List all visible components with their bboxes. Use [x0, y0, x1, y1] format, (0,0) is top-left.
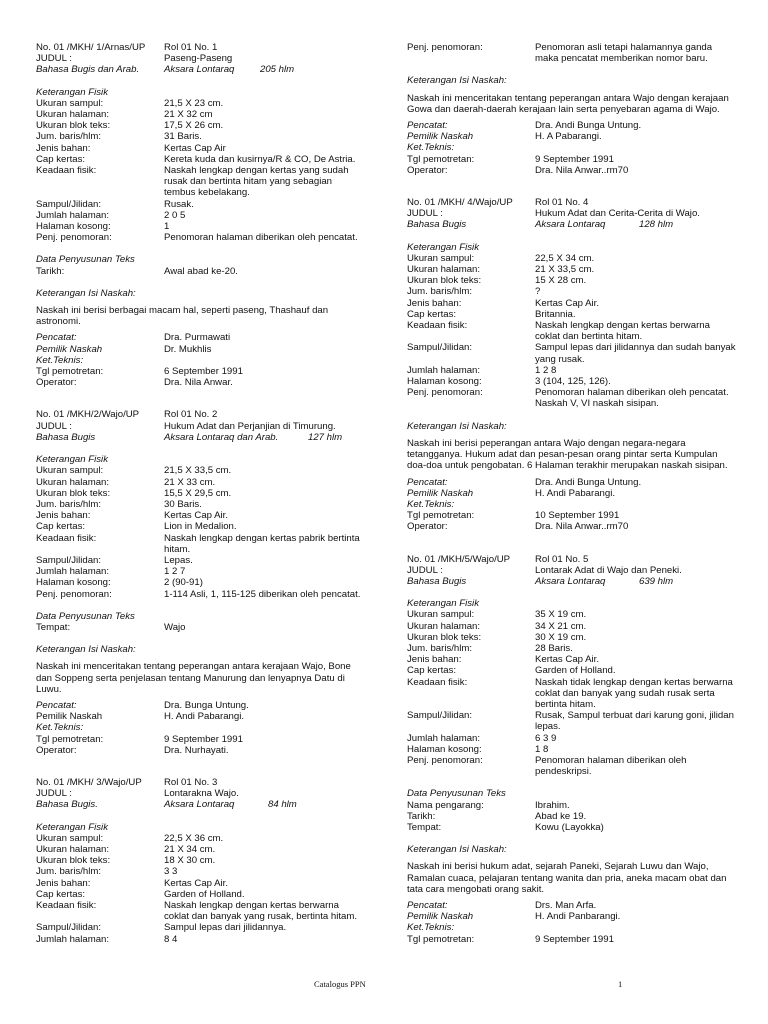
field-value: 1 2 7: [164, 566, 186, 578]
field-label: Keadaan fisik:: [407, 676, 468, 688]
entry-id: No. 01 /MKH/ 4/Wajo/UP: [407, 197, 513, 209]
field-row: [36, 120, 366, 131]
field-label: Ukuran blok teks:: [36, 855, 111, 867]
field-row: [36, 844, 366, 855]
field-label: Ukuran blok teks:: [407, 275, 482, 287]
field-label: Ukuran halaman:: [36, 109, 110, 121]
field-value: 31 Baris.: [164, 131, 202, 143]
right-column: [407, 42, 737, 966]
entry-pages: 639 hlm: [639, 575, 674, 587]
pemilik-label: Pemilik Naskah: [407, 911, 474, 923]
field-label: Keadaan fisik:: [36, 532, 97, 544]
field-label: Ukuran halaman:: [36, 476, 110, 488]
section-isi: Keterangan Isi Naskah:: [407, 75, 507, 87]
entry-rol: Rol 01 No. 3: [164, 776, 218, 788]
field-value: 30 Baris.: [164, 498, 202, 510]
field-row: [36, 165, 366, 199]
field-label: Ukuran sampul:: [36, 97, 104, 109]
entry-id: No. 01 /MKH/5/Wajo/UP: [407, 553, 511, 565]
field-value: Abad ke 19.: [535, 810, 587, 822]
field-row: [36, 589, 366, 600]
field-row: [36, 889, 366, 900]
entry-title: Hukum Adat dan Perjanjian di Timurung.: [164, 420, 336, 432]
operator-label: Operator:: [36, 377, 77, 389]
field-label: Ukuran sampul:: [36, 832, 104, 844]
field-row: [407, 811, 737, 822]
field-row: [407, 298, 737, 309]
section-fisik: Keterangan Fisik: [407, 598, 479, 610]
catalog-entry-4: [407, 197, 737, 532]
penomoran-label: Penj. penomoran:: [407, 42, 483, 53]
field-label: Tempat:: [407, 821, 442, 833]
entry-rol: Rol 01 No. 5: [535, 553, 589, 565]
field-row: [407, 253, 737, 264]
field-label: Jum. baris/hlm:: [36, 131, 102, 143]
field-value: Britannia.: [535, 308, 576, 320]
operator-value: Dra. Nila Anwar..rm70: [535, 521, 629, 533]
field-value: Kertas Cap Air.: [535, 297, 599, 309]
field-value: Penomoran halaman diberikan oleh pencatat.: [164, 232, 358, 244]
pencatat-value: Drs. Man Arfa.: [535, 900, 597, 911]
field-label: Cap kertas:: [36, 888, 86, 900]
pemilik-label: Pemilik Naskah: [36, 711, 103, 723]
section-fisik: Keterangan Fisik: [407, 241, 479, 253]
field-value: Kertas Cap Air.: [164, 877, 228, 889]
field-row: [36, 210, 366, 221]
entry-title: Lontarak Adat di Wajo dan Peneki.: [535, 564, 682, 576]
fisik-list: [36, 833, 366, 945]
field-value: Wajo: [164, 621, 186, 633]
isi-text: Naskah ini menceritakan tentang peperangan antara Wajo dengan kerajaan Gowa dan daerah-daerah kerajaan lain serta penyebaran agama di Wajo.: [407, 92, 729, 115]
pencatat-value: Dra. Purmawati: [164, 332, 231, 344]
field-label: Tarikh:: [407, 810, 436, 822]
field-row: [407, 677, 737, 711]
field-row: [36, 833, 366, 844]
pemilik-value: H. Andi Pabarangi.: [535, 487, 616, 499]
field-label: Sampul/Jilidan:: [407, 710, 473, 722]
field-value: 17,5 X 26 cm.: [164, 120, 224, 132]
section-penyusunan: Data Penyusunan Teks: [36, 254, 135, 266]
field-label: Jumlah halaman:: [36, 933, 110, 945]
field-label: Jenis bahan:: [407, 654, 462, 666]
field-value: 21,5 X 33,5 cm.: [164, 465, 232, 477]
operator-label: Operator:: [36, 744, 77, 756]
entry-title: Paseng-Paseng: [164, 53, 233, 65]
field-row: [36, 566, 366, 577]
field-row: [36, 855, 366, 866]
teknis-label: Ket.Teknis:: [407, 142, 455, 154]
field-row: [36, 154, 366, 165]
field-label: Cap kertas:: [36, 521, 86, 533]
field-label: Keadaan fisik:: [36, 165, 97, 177]
entry-script: Aksara Lontaraq dan Arab.: [164, 431, 279, 443]
tgl-value: 6 September 1991: [164, 366, 243, 378]
field-label: Jenis bahan:: [36, 510, 91, 522]
field-value: 3 3: [164, 866, 178, 878]
operator-value: Dra. Nila Anwar..rm70: [535, 164, 629, 176]
pemilik-value: H. Andi Pabarangi.: [164, 711, 245, 723]
field-value: Naskah lengkap dengan kertas yang sudah rusak dan bertinta hitam yang sebagian tembus kebelakang.: [164, 165, 349, 199]
field-value: 21 X 33 cm.: [164, 476, 216, 488]
field-value: Sampul lepas dari jilidannya.: [164, 922, 287, 934]
field-label: Cap kertas:: [407, 308, 457, 320]
pemilik-label: Pemilik Naskah: [407, 487, 474, 499]
entry-id: No. 01 /MKH/ 1/Arnas/UP: [36, 42, 146, 53]
judul-label: JUDUL :: [407, 564, 443, 576]
field-label: Sampul/Jilidan:: [36, 198, 102, 210]
field-label: Jenis bahan:: [36, 877, 91, 889]
field-value: Penomoran halaman diberikan oleh pendeskripsi.: [535, 754, 687, 778]
entry-language: Bahasa Bugis: [407, 575, 467, 587]
catalog-entry-2: [36, 409, 366, 755]
field-row: [407, 800, 737, 811]
field-value: 30 X 19 cm.: [535, 631, 587, 643]
penyusunan-list: [36, 266, 366, 277]
field-value: 22,5 X 34 cm.: [535, 252, 595, 264]
pencatat-label: Pencatat:: [36, 699, 77, 711]
entry-language: Bahasa Bugis.: [36, 799, 98, 811]
pencatat-label: Pencatat:: [407, 900, 448, 911]
field-value: 21 X 33,5 cm.: [535, 264, 595, 276]
field-label: Tarikh:: [36, 265, 65, 277]
teknis-label: Ket.Teknis:: [407, 498, 455, 510]
field-value: 35 X 19 cm.: [535, 609, 587, 621]
entry-script: Aksara Lontaraq: [164, 64, 235, 76]
field-row: [407, 665, 737, 676]
field-label: Jum. baris/hlm:: [407, 642, 473, 654]
catalog-entry-3-continued: [407, 42, 737, 176]
field-label: Halaman kosong:: [407, 743, 482, 755]
field-row: [407, 632, 737, 643]
section-isi: Keterangan Isi Naskah:: [407, 844, 507, 856]
section-penyusunan: Data Penyusunan Teks: [407, 788, 506, 800]
field-value: Naskah lengkap dengan kertas pabrik bertinta hitam.: [164, 532, 360, 555]
field-row: [36, 221, 366, 232]
entry-title: Hukum Adat dan Cerita-Cerita di Wajo.: [535, 208, 700, 220]
field-row: [36, 131, 366, 142]
tgl-value: 9 September 1991: [535, 933, 614, 945]
section-fisik: Keterangan Fisik: [36, 86, 108, 98]
field-value: 18 X 30 cm.: [164, 855, 216, 867]
field-value: Kertas Cap Air: [164, 142, 226, 154]
footer-title: Catalogus PPN: [314, 979, 366, 989]
tgl-value: 9 September 1991: [164, 733, 243, 745]
field-row: [407, 710, 737, 732]
field-row: [407, 621, 737, 632]
operator-value: Dra. Nurhayati.: [164, 744, 229, 756]
judul-label: JUDUL :: [36, 53, 72, 65]
pencatat-value: Dra. Andi Bunga Untung.: [535, 476, 642, 488]
fisik-list: [407, 253, 737, 410]
field-value: 2 (90-91): [164, 577, 203, 589]
field-label: Penj. penomoran:: [407, 387, 483, 399]
judul-label: JUDUL :: [36, 420, 72, 432]
field-row: [36, 143, 366, 154]
field-row: [407, 643, 737, 654]
field-value: Penomoran halaman diberikan oleh pencatat. Naskah V, VI naskah sisipan.: [535, 387, 729, 410]
field-value: Sampul lepas dari jilidannya dan sudah banyak yang rusak.: [535, 342, 736, 365]
tgl-label: Tgl pemotretan:: [407, 510, 475, 522]
judul-label: JUDUL :: [407, 208, 443, 220]
entry-language: Bahasa Bugis: [36, 431, 96, 443]
field-row: [36, 199, 366, 210]
fisik-list: [407, 609, 737, 777]
field-value: Naskah tidak lengkap dengan kertas berwarna coklat dan banyak yang sudah rusak serta bertinta hitam.: [535, 676, 733, 710]
field-row: [407, 286, 737, 297]
field-value: 3 (104, 125, 126).: [535, 376, 611, 388]
isi-text: Naskah ini berisi hukum adat, sejarah Paneki, Sejarah Luwu dan Wajo, Ramalan cuaca, pelajaran tentang wanita dan pria, aneka macam obat dan tata cara mengobati orang sakit.: [407, 861, 727, 895]
field-value: Awal abad ke-20.: [164, 265, 238, 277]
entry-language: Bahasa Bugis: [407, 219, 467, 231]
entry-script: Aksara Lontaraq: [535, 219, 606, 231]
entry-script: Aksara Lontaraq: [535, 575, 606, 587]
field-value: 2 0 5: [164, 209, 186, 221]
field-label: Cap kertas:: [36, 153, 86, 165]
catalog-entry-5: [407, 554, 737, 945]
field-label: Halaman kosong:: [407, 376, 482, 388]
entry-pages: 205 hlm: [260, 64, 295, 76]
field-value: 15 X 28 cm.: [535, 275, 587, 287]
penyusunan-list: [36, 622, 366, 633]
pencatat-value: Dra. Andi Bunga Untung.: [535, 120, 642, 132]
field-value: Garden of Holland.: [164, 888, 245, 900]
page-number: 1: [618, 979, 623, 989]
field-row: [36, 521, 366, 532]
field-label: Ukuran halaman:: [407, 620, 481, 632]
field-label: Ukuran blok teks:: [407, 631, 482, 643]
field-row: [36, 488, 366, 499]
field-label: Nama pengarang:: [407, 799, 484, 811]
field-label: Sampul/Jilidan:: [407, 342, 473, 354]
tgl-value: 9 September 1991: [535, 153, 614, 165]
pemilik-label: Pemilik Naskah: [407, 131, 474, 143]
pencatat-label: Pencatat:: [407, 120, 448, 132]
entry-pages: 127 hlm: [308, 431, 343, 443]
field-label: Ukuran blok teks:: [36, 487, 111, 499]
field-row: [36, 109, 366, 120]
entry-pages: 84 hlm: [268, 799, 297, 811]
section-fisik: Keterangan Fisik: [36, 454, 108, 466]
pemilik-value: H. Andi Panbarangi.: [535, 911, 621, 923]
field-row: [407, 320, 737, 342]
field-row: [407, 264, 737, 275]
field-label: Penj. penomoran:: [36, 588, 112, 600]
field-row: [36, 866, 366, 877]
field-row: [407, 822, 737, 833]
field-row: [36, 922, 366, 933]
pencatat-value: Dra. Bunga Untung.: [164, 699, 249, 711]
field-label: Keadaan fisik:: [407, 320, 468, 332]
field-label: Halaman kosong:: [36, 221, 111, 233]
field-label: Sampul/Jilidan:: [36, 922, 102, 934]
tgl-label: Tgl pemotretan:: [36, 366, 104, 378]
field-value: Rusak, Sampul terbuat dari karung goni, jilidan lepas.: [535, 710, 734, 733]
fisik-list: [36, 98, 366, 244]
field-row: [407, 365, 737, 376]
field-row: [36, 266, 366, 277]
field-label: Jumlah halaman:: [407, 364, 481, 376]
field-row: [407, 744, 737, 755]
field-row: [36, 499, 366, 510]
field-value: 1: [164, 221, 170, 233]
field-label: Jumlah halaman:: [407, 732, 481, 744]
field-row: [407, 309, 737, 320]
field-value: 21 X 34 cm.: [164, 843, 216, 855]
field-label: Jenis bahan:: [407, 297, 462, 309]
field-row: [36, 98, 366, 109]
field-label: Ukuran sampul:: [36, 465, 104, 477]
teknis-label: Ket.Teknis:: [36, 354, 84, 366]
field-label: Sampul/Jilidan:: [36, 554, 102, 566]
field-row: [407, 342, 737, 364]
field-label: Ukuran sampul:: [407, 609, 475, 621]
field-value: 1 8: [535, 743, 549, 755]
field-value: 15,5 X 29,5 cm.: [164, 487, 232, 499]
field-row: [407, 376, 737, 387]
field-label: Cap kertas:: [407, 665, 457, 677]
field-label: Ukuran halaman:: [36, 843, 110, 855]
field-label: Ukuran blok teks:: [36, 120, 111, 132]
field-row: [407, 654, 737, 665]
field-label: Keadaan fisik:: [36, 900, 97, 911]
pencatat-label: Pencatat:: [407, 476, 448, 488]
tgl-value: 10 September 1991: [535, 510, 620, 522]
field-row: [36, 232, 366, 243]
field-value: 34 X 21 cm.: [535, 620, 587, 632]
field-value: Ibrahim.: [535, 799, 570, 811]
penyusunan-list: [407, 800, 737, 834]
entry-rol: Rol 01 No. 4: [535, 197, 589, 209]
field-value: 21,5 X 23 cm.: [164, 97, 224, 109]
teknis-label: Ket.Teknis:: [407, 922, 455, 934]
field-row: [407, 609, 737, 620]
field-value: 28 Baris.: [535, 642, 573, 654]
field-label: Ukuran sampul:: [407, 252, 475, 264]
isi-text: Naskah ini berisi berbagai macam hal, seperti paseng, Thashauf dan astronomi.: [36, 305, 329, 328]
isi-text: Naskah ini berisi peperangan antara Wajo dengan negara-negara tetangganya. Hukum adat dan pesan-pesan orang pintar serta Kumpulan doa-doa untuk pengobatan. 6 Halaman terakhir merupakan naskah sisipan.: [407, 437, 728, 472]
section-penyusunan: Data Penyusunan Teks: [36, 610, 135, 622]
field-value: 22,5 X 36 cm.: [164, 832, 224, 844]
left-column: [36, 42, 366, 966]
field-row: [407, 733, 737, 744]
field-label: Jumlah halaman:: [36, 566, 110, 578]
judul-label: JUDUL :: [36, 788, 72, 800]
entry-script: Aksara Lontaraq: [164, 799, 235, 811]
entry-rol: Rol 01 No. 2: [164, 409, 218, 421]
field-value: 1-114 Asli, 1, 115-125 diberikan oleh pencatat.: [164, 588, 361, 600]
field-row: [36, 477, 366, 488]
field-row: [407, 755, 737, 777]
field-value: Lion in Medalion.: [164, 521, 237, 533]
field-row: [36, 622, 366, 633]
field-label: Ukuran halaman:: [407, 264, 481, 276]
entry-language: Bahasa Bugis dan Arab.: [36, 64, 140, 76]
field-row: [36, 878, 366, 889]
field-value: Lepas.: [164, 554, 193, 566]
pencatat-label: Pencatat:: [36, 332, 77, 344]
operator-label: Operator:: [407, 521, 448, 533]
field-value: Kereta kuda dan kusirnya/R & CO, De Astria.: [164, 153, 356, 165]
field-value: Kowu (Layokka): [535, 821, 604, 833]
pemilik-value: H. A Pabarangi.: [535, 131, 602, 143]
section-fisik: Keterangan Fisik: [36, 821, 108, 833]
tgl-label: Tgl pemotretan:: [407, 153, 475, 165]
field-row: [36, 465, 366, 476]
field-value: 8 4: [164, 933, 178, 945]
field-row: [36, 577, 366, 588]
field-value: 6 3 9: [535, 732, 557, 744]
field-row: [36, 555, 366, 566]
field-value: Naskah lengkap dengan kertas berwarna coklat dan banyak yang rusak, bertinta hitam.: [164, 900, 358, 923]
pemilik-value: Dr. Mukhlis: [164, 343, 212, 355]
section-isi: Keterangan Isi Naskah:: [36, 644, 136, 656]
field-label: Jum. baris/hlm:: [407, 286, 473, 298]
tgl-label: Tgl pemotretan:: [407, 933, 475, 945]
field-value: Rusak.: [164, 198, 194, 210]
operator-label: Operator:: [407, 164, 448, 176]
field-value: 21 X 32 cm: [164, 109, 213, 121]
entry-id: No. 01 /MKH/2/Wajo/UP: [36, 409, 140, 421]
field-row: [36, 510, 366, 521]
field-label: Penj. penomoran:: [36, 232, 112, 244]
field-value: Kertas Cap Air.: [164, 510, 228, 522]
field-label: Halaman kosong:: [36, 577, 111, 589]
section-isi: Keterangan Isi Naskah:: [407, 420, 507, 432]
catalog-entry-3: [36, 777, 366, 945]
field-label: Penj. penomoran:: [407, 754, 483, 766]
isi-text: Naskah ini menceritakan tentang peperangan antara kerajaan Wajo, Bone dan Soppeng serta penjelasan tentang Manurung dan lenyapnya Datu di Luwu.: [36, 661, 351, 695]
field-row: [407, 275, 737, 286]
entry-title: Lontarakna Wajo.: [164, 788, 239, 800]
field-label: Jum. baris/hlm:: [36, 866, 102, 878]
field-value: 1 2 8: [535, 364, 557, 376]
field-value: ?: [535, 286, 541, 298]
field-row: [36, 900, 366, 922]
pemilik-label: Pemilik Naskah: [36, 343, 103, 355]
operator-value: Dra. Nila Anwar.: [164, 377, 233, 389]
entry-pages: 128 hlm: [639, 219, 674, 231]
tgl-label: Tgl pemotretan:: [36, 733, 104, 745]
penomoran-value: Penomoran asli tetapi halamannya ganda maka pencatat memberikan nomor baru.: [535, 42, 713, 65]
field-label: Tempat:: [36, 621, 71, 633]
field-row: [407, 387, 737, 409]
entry-id: No. 01 /MKH/ 3/Wajo/UP: [36, 776, 142, 788]
field-value: Kertas Cap Air.: [535, 654, 599, 666]
entry-rol: Rol 01 No. 1: [164, 42, 218, 53]
field-value: Naskah lengkap dengan kertas berwarna coklat dan bertinta hitam.: [535, 320, 710, 343]
teknis-label: Ket.Teknis:: [36, 722, 84, 734]
field-label: Jum. baris/hlm:: [36, 498, 102, 510]
field-row: [36, 533, 366, 555]
field-row: [36, 934, 366, 945]
catalog-entry-1: [36, 42, 366, 388]
field-value: Garden of Holland.: [535, 665, 616, 677]
field-label: Jenis bahan:: [36, 142, 91, 154]
field-label: Jumlah halaman:: [36, 209, 110, 221]
fisik-list: [36, 465, 366, 599]
section-isi: Keterangan Isi Naskah:: [36, 287, 136, 299]
